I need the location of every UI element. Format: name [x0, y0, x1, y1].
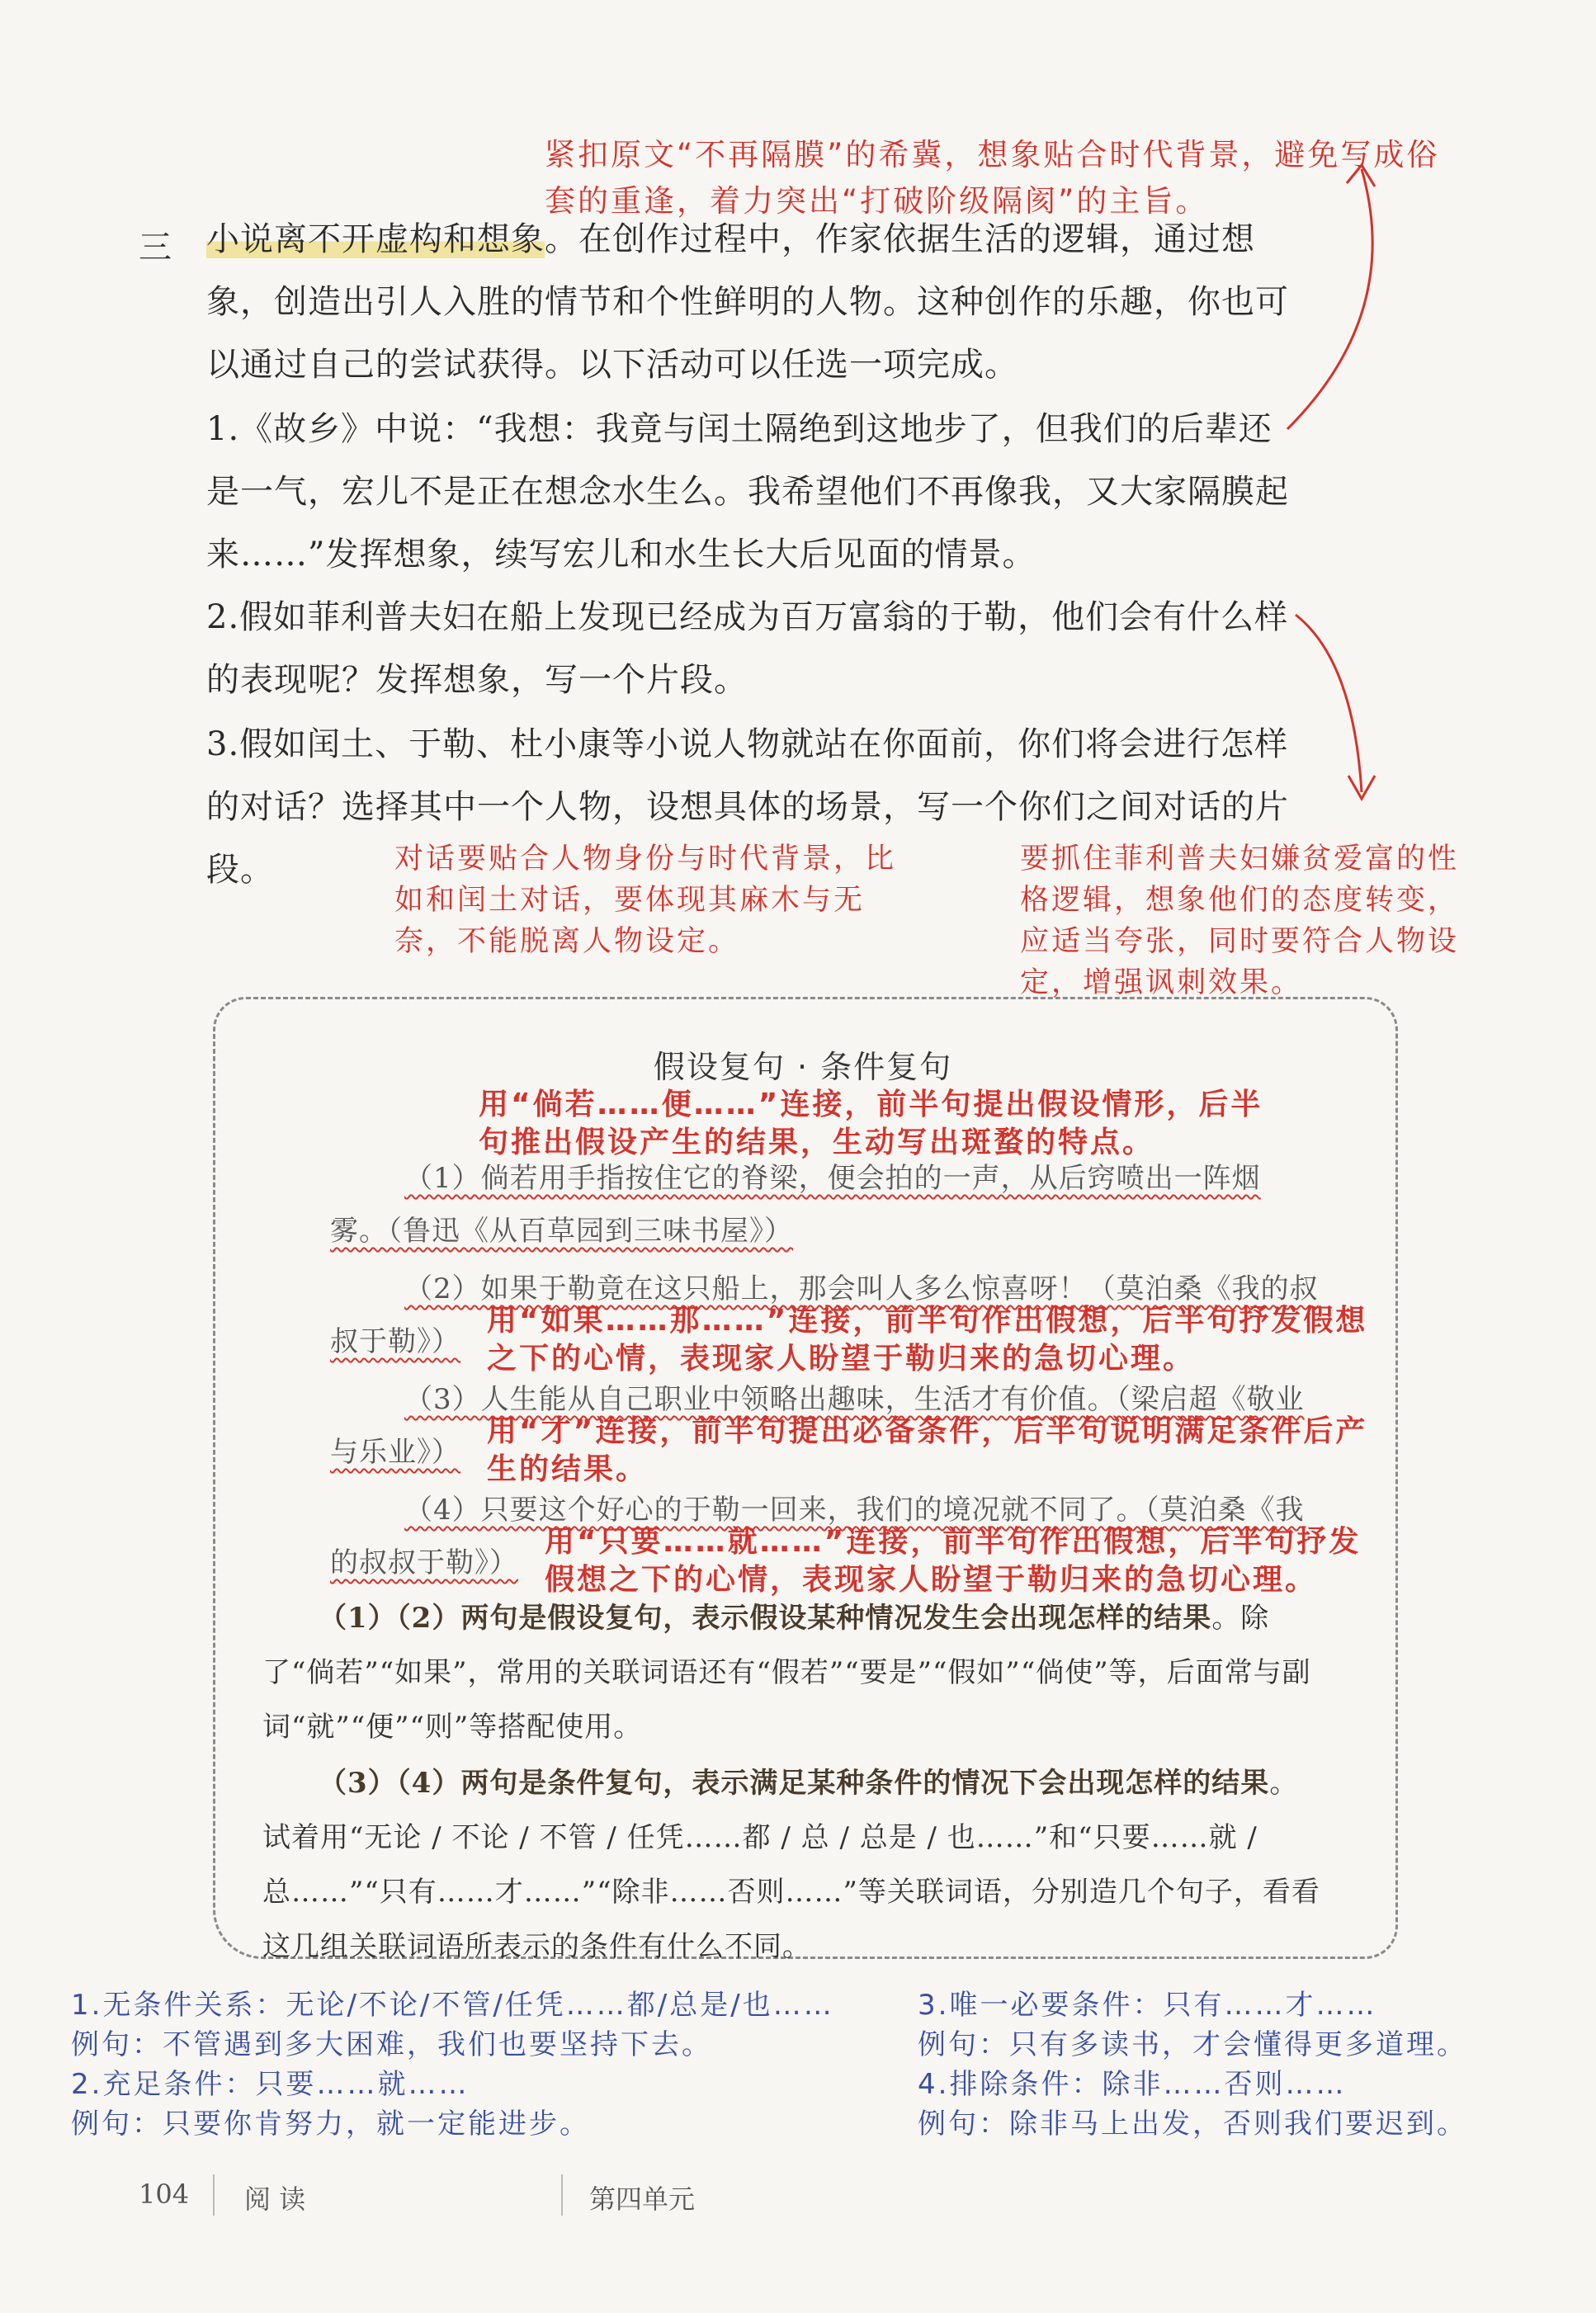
item-label: 2.: [206, 598, 240, 636]
page-number: 104: [139, 2178, 190, 2210]
footer-unit: 第四单元: [589, 2183, 696, 2215]
explanation-1-bold: （1）（2）两句是假设复句，表示假设某种情况发生会出现怎样的结果: [319, 1602, 1212, 1635]
bottom-notes-left: [71, 1985, 904, 2144]
footer-section: 阅 读: [244, 2183, 306, 2215]
note-line: 3.唯一必要条件：只有……才……: [918, 1989, 1377, 2022]
box-title: 假设复句 · 条件复句: [653, 1049, 953, 1085]
example-line: （2）如果于勒竟在这只船上，那会叫人多么惊喜呀！（莫泊桑《我的叔: [404, 1272, 1319, 1305]
example-line: 雾。（鲁迅《从百草园到三味书屋》）: [330, 1215, 793, 1248]
box-annotation-top: 用“倘若……便……”连接，前半句提出假设情形，后半句推出假设产生的结果，生动写出斑蝥的特点。: [479, 1088, 1263, 1159]
footer-divider: [213, 2174, 215, 2216]
example-line: 与乐业》）: [330, 1436, 460, 1469]
section-number: 三: [139, 229, 172, 267]
explanation-1: [262, 1591, 1327, 1754]
example-line: （4）只要这个好心的于勒一回来，我们的境况就不同了。（莫泊桑《我: [404, 1494, 1305, 1527]
example-2-cont: [330, 1315, 479, 1368]
explanation-1-rest: 。除了“倘若”“如果”，常用的关联词语还有“假若”“要是”“假如”“倘使”等，后面常与副词“就”“便”“则”等搭配使用。: [262, 1602, 1311, 1744]
note-line: 4.排除条件：除非……否则……: [918, 2068, 1347, 2101]
item-label: 1.: [206, 410, 240, 448]
example-line: 的叔叔于勒》）: [330, 1546, 518, 1579]
arrow-right: [1296, 615, 1362, 792]
activity-item-1: [206, 398, 1304, 586]
example-line: 叔于勒》）: [330, 1325, 460, 1358]
example-line: （1）倘若用手指按住它的脊梁，便会拍的一声，从后窍喷出一阵烟: [404, 1162, 1261, 1195]
top-annotation: 紧扣原文“不再隔膜”的希冀，想象贴合时代背景，避免写成俗套的重逢，着力突出“打破阶级隔阂”的主旨。: [545, 137, 1440, 219]
note-line: 例句：只有多读书，才会懂得更多道理。: [918, 2028, 1467, 2061]
note-line: 例句：除非马上出发，否则我们要迟到。: [918, 2108, 1467, 2141]
intro-highlight: 小说离不开虚构和想象: [206, 220, 545, 258]
note-line: 例句：只要你肯努力，就一定能进步。: [71, 2108, 590, 2141]
intro-rest: 。在创作过程中，作家依据生活的逻辑，通过想象，创造出引人入胜的情节和个性鲜明的人物。这种创作的乐趣，你也可以通过自己的尝试获得。以下活动可以任选一项完成。: [206, 220, 1289, 384]
explanation-2-bold: （3）（4）两句是条件复句，表示满足某种条件的情况下会出现怎样的结果: [319, 1767, 1270, 1800]
note-line: 2.充足条件：只要……就……: [71, 2068, 470, 2101]
item-text: 假如菲利普夫妇在船上发现已经成为百万富翁的于勒，他们会有什么样的表现呢？发挥想象，写一个片段。: [206, 598, 1289, 699]
example-4-cont: [330, 1536, 545, 1589]
annotation-left: 对话要贴合人物身份与时代背景，比如和闰土对话，要体现其麻木与无奈，不能脱离人物设定。: [394, 843, 897, 958]
explanation-2: [262, 1756, 1327, 1974]
example-1-cont: [330, 1205, 1320, 1258]
example-line: （3）人生能从自己职业中领略出趣味，生活才有价值。（梁启超《敬业: [404, 1383, 1305, 1416]
item-label: 3.: [206, 725, 240, 763]
example-1: [404, 1152, 1353, 1205]
annotation-right: 要抓住菲利普夫妇嫌贫爱富的性格逻辑，想象他们的态度转变，应适当夸张，同时要符合人物设定，增强讽刺效果。: [1020, 843, 1460, 999]
bottom-notes-right: [918, 1985, 1578, 2144]
example-2-annotation: 用“如果……那……”连接，前半句作出假想，后半句抒发假想之下的心情，表现家人盼望于勒归来的急切心理。: [487, 1304, 1368, 1376]
section-intro: [206, 208, 1304, 396]
example-4-annotation: 用“只要……就……”连接，前半句作出假想，后半句抒发假想之下的心情，表现家人盼望于勒归来的急切心理。: [545, 1525, 1362, 1597]
footer-divider: [561, 2174, 563, 2216]
activity-item-2: [206, 586, 1304, 711]
item-text: 假如闰土、于勒、杜小康等小说人物就站在你面前，你们将会进行怎样的对话？选择其中一个人物，设想具体的场景，写一个你们之间对话的片段。: [206, 725, 1289, 889]
note-line: 例句：不管遇到多大困难，我们也要坚持下去。: [71, 2028, 712, 2061]
explanation-2-rest: 。试着用“无论 / 不论 / 不管 / 任凭……都 / 总 / 总是 / 也……”和“只要……就 / 总……”“只有……才……”“除非……否则……”等关联词语，分别造几个句子，看看这几组关联词语所表示的条件有什么不同。: [262, 1767, 1320, 1963]
note-line: 1.无条件关系：无论/不论/不管/任凭……都/总是/也……: [71, 1989, 834, 2022]
example-3-annotation: 用“才”连接，前半句提出必备条件，后半句说明满足条件后产生的结果。: [487, 1414, 1368, 1486]
item-text: 《故乡》中说：“我想：我竟与闰土隔绝到这地步了，但我们的后辈还是一气，宏儿不是正在想念水生么。我希望他们不再像我，又大家隔膜起来……”发挥想象，续写宏儿和水生长大后见面的情景。: [206, 410, 1289, 574]
example-3-cont: [330, 1426, 479, 1479]
